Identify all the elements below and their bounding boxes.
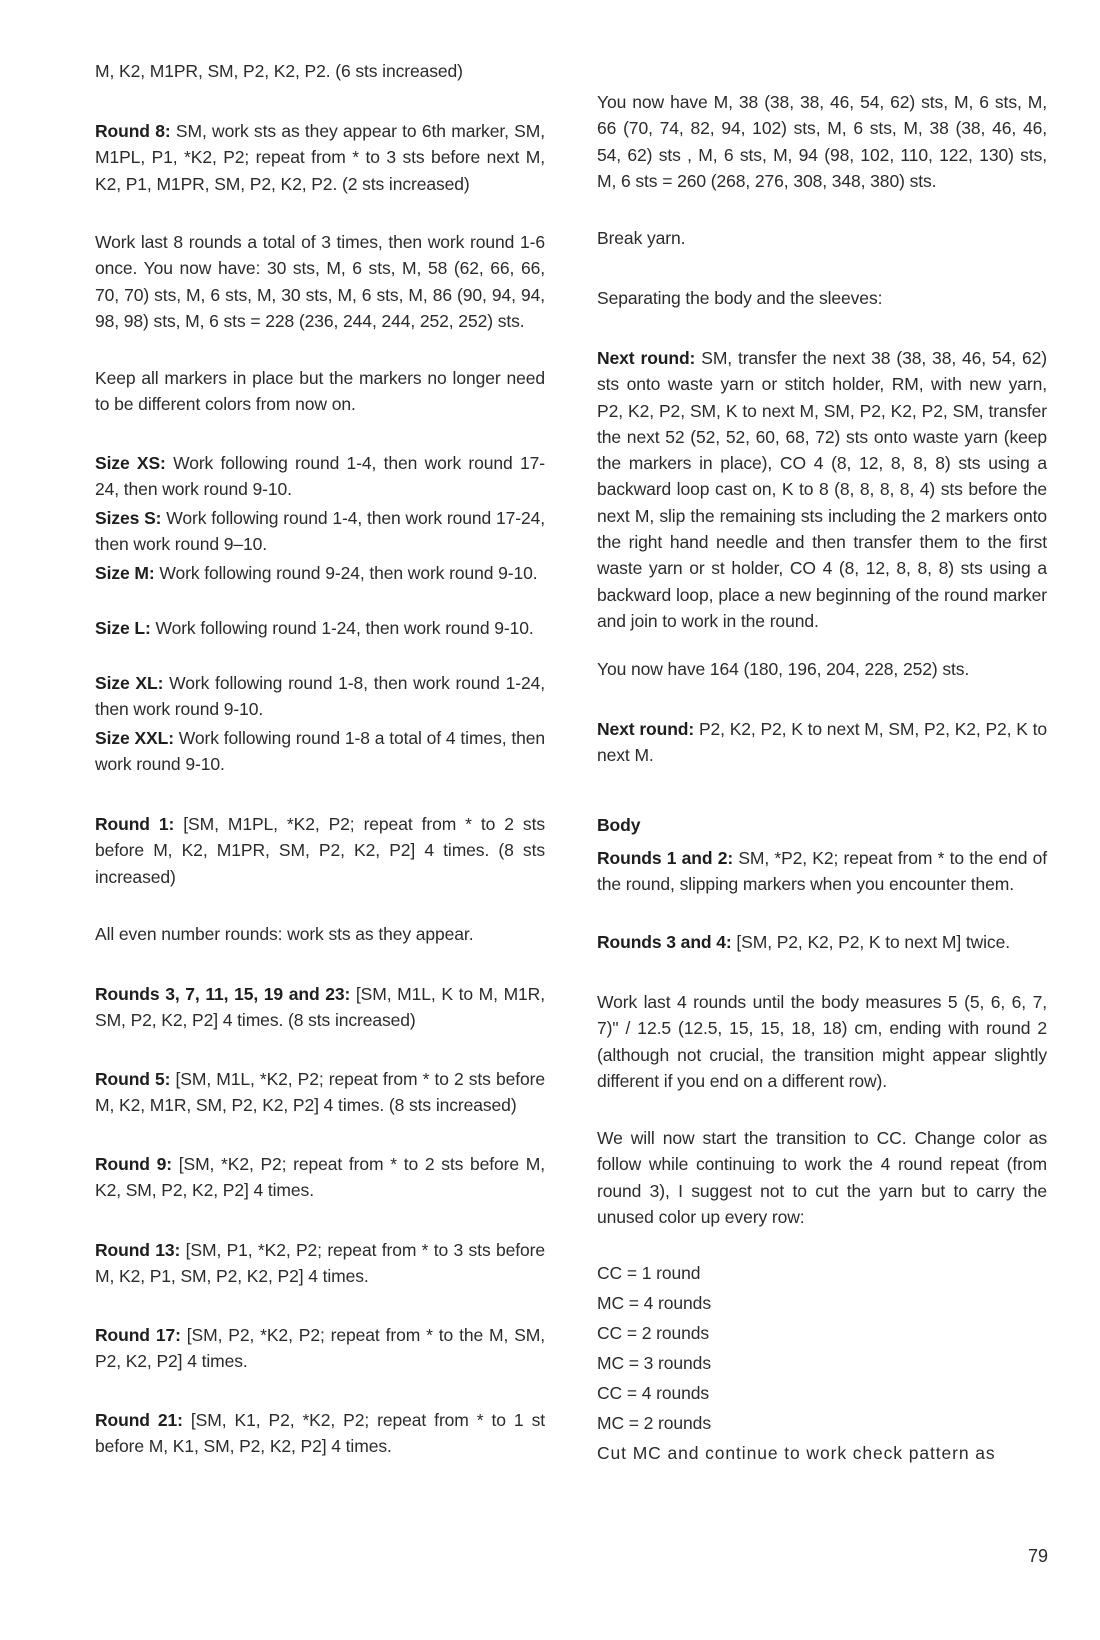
round-label: Round 8: — [95, 121, 171, 141]
paragraph: Work last 8 rounds a total of 3 times, then work round 1-6 once. You now have: 30 sts, M, 6 sts, M, 58 (62, 66, 66, 70, 70) sts, M, 6 sts, M, 30 sts, M, 6 sts, M, 86 (90, 94, 94, 98, 98) sts, M, 6 sts = 228 (236, 244, 244, 252, 252) sts. — [95, 232, 545, 331]
round-label: Rounds 3 and 4: — [597, 932, 732, 952]
section-heading: Body — [597, 815, 641, 835]
size-label: Size L: — [95, 618, 151, 638]
next-round-instruction: Next round: P2, K2, P2, K to next M, SM, P2, K2, P2, K to next M. — [597, 719, 1048, 766]
size-l-instruction: Size L: Work following round 1-24, then work round 9-10. — [95, 618, 534, 638]
list-item: CC = 4 rounds — [597, 1383, 710, 1403]
paragraph: Work last 4 rounds until the body measures 5 (5, 6, 6, 7, 7)" / 12.5 (12.5, 15, 15, 18, 18) cm, ending with round 2 (although not crucial, the transition might appear slightly different if you end on a different row). — [597, 992, 1047, 1091]
paragraph: Keep all markers in place but the markers no longer need to be different colors from now on. — [95, 368, 545, 415]
size-label: Size XS: — [95, 453, 166, 473]
round-13-instruction: Round 13: [SM, P1, *K2, P2; repeat from * to 3 sts before M, K2, P1, SM, P2, K2, P2] 4 times. — [95, 1240, 545, 1287]
round-label: Round 1: — [95, 814, 175, 834]
paragraph: You now have 164 (180, 196, 204, 228, 252) sts. — [597, 659, 970, 679]
round-label: Round 9: — [95, 1154, 172, 1174]
round-label: Next round: — [597, 719, 695, 739]
size-label: Size XXL: — [95, 728, 174, 748]
round-label: Rounds 3, 7, 11, 15, 19 and 23: — [95, 984, 351, 1004]
list-item: CC = 1 round — [597, 1263, 701, 1283]
list-item: MC = 2 rounds — [597, 1413, 711, 1433]
paragraph: All even number rounds: work sts as they appear. — [95, 924, 474, 944]
round-21-instruction: Round 21: [SM, K1, P2, *K2, P2; repeat from * to 1 st before M, K1, SM, P2, K2, P2] 4 times. — [95, 1410, 545, 1457]
rounds-3-4-instruction: Rounds 3 and 4: [SM, P2, K2, P2, K to next M] twice. — [597, 932, 1010, 952]
paragraph: You now have M, 38 (38, 38, 46, 54, 62) sts, M, 6 sts, M, 66 (70, 74, 82, 94, 102) sts, M, 6 sts, M, 38 (38, 46, 46, 54, 62) sts , M, 6 sts, M, 94 (98, 102, 110, 122, 130) sts, M, 6 sts = 260 (268, 276, 308, 348, 380) sts. — [597, 92, 1047, 191]
size-s-instruction: Sizes S: Work following round 1-4, then work round 17-24, then work round 9–10. — [95, 508, 546, 555]
paragraph: Separating the body and the sleeves: — [597, 288, 883, 308]
list-item: MC = 4 rounds — [597, 1293, 711, 1313]
size-xs-instruction: Size XS: Work following round 1-4, then work round 17-24, then work round 9-10. — [95, 453, 545, 500]
size-xl-instruction: Size XL: Work following round 1-8, then work round 1-24, then work round 9-10. — [95, 673, 545, 720]
list-item: CC = 2 rounds — [597, 1323, 710, 1343]
round-9-instruction: Round 9: [SM, *K2, P2; repeat from * to 2 sts before M, K2, SM, P2, K2, P2] 4 times. — [95, 1154, 545, 1201]
round-1-instruction: Round 1: [SM, M1PL, *K2, P2; repeat from * to 2 sts before M, K2, M1PR, SM, P2, K2, P2] 4 times. (8 sts increased) — [95, 814, 545, 887]
paragraph: Break yarn. — [597, 228, 686, 248]
paragraph: M, K2, M1PR, SM, P2, K2, P2. (6 sts increased) — [95, 61, 463, 81]
round-label: Round 5: — [95, 1069, 171, 1089]
rounds-1-2-instruction: Rounds 1 and 2: SM, *P2, K2; repeat from * to the end of the round, slipping markers when you encounter them. — [597, 848, 1048, 895]
rounds-3-7-11-instruction: Rounds 3, 7, 11, 15, 19 and 23: [SM, M1L, K to M, M1R, SM, P2, K2, P2] 4 times. (8 sts increased) — [95, 984, 545, 1031]
round-17-instruction: Round 17: [SM, P2, *K2, P2; repeat from * to the M, SM, P2, K2, P2] 4 times. — [95, 1325, 546, 1372]
round-8-instruction: Round 8: SM, work sts as they appear to 6th marker, SM, M1PL, P1, *K2, P2; repeat from * to 3 sts before next M, K2, P1, M1PR, SM, P2, K2, P2. (2 sts increased) — [95, 121, 545, 194]
round-label: Round 13: — [95, 1240, 181, 1260]
round-label: Round 17: — [95, 1325, 181, 1345]
size-xxl-instruction: Size XXL: Work following round 1-8 a total of 4 times, then work round 9-10. — [95, 728, 545, 775]
paragraph: We will now start the transition to CC. Change color as follow while continuing to work the 4 round repeat (from round 3), I suggest not to cut the yarn but to carry the unused color up every row: — [597, 1128, 1047, 1227]
round-label: Next round: — [597, 348, 696, 368]
size-label: Sizes S: — [95, 508, 162, 528]
round-5-instruction: Round 5: [SM, M1L, *K2, P2; repeat from * to 2 sts before M, K2, M1R, SM, P2, K2, P2] 4 times. (8 sts increased) — [95, 1069, 545, 1116]
round-label: Round 21: — [95, 1410, 183, 1430]
size-label: Size XL: — [95, 673, 164, 693]
paragraph: Cut MC and continue to work check pattern as — [597, 1443, 996, 1463]
round-label: Rounds 1 and 2: — [597, 848, 734, 868]
page-number: 79 — [1028, 1546, 1049, 1566]
size-label: Size M: — [95, 563, 155, 583]
size-m-instruction: Size M: Work following round 9-24, then work round 9-10. — [95, 563, 538, 583]
next-round-instruction: Next round: SM, transfer the next 38 (38, 38, 46, 54, 62) sts onto waste yarn or stitch holder, RM, with new yarn, P2, K2, P2, SM, K to next M, SM, P2, K2, P2, SM, transfer the next 52 (52, 52, 60, 68, 72) sts onto waste yarn (keep the markers in place), CO 4 (8, 12, 8, 8, 8) sts using a backward loop cast on, K to 8 (8, 8, 8, 8, 4) sts before the next M, slip the remaining sts including the 2 markers onto the right hand needle and then transfer them to the first waste yarn or st holder, CO 4 (8, 12, 8, 8, 8) sts using a backward loop, place a new beginning of the round marker and join to work in the round. — [597, 348, 1048, 631]
list-item: MC = 3 rounds — [597, 1353, 711, 1373]
